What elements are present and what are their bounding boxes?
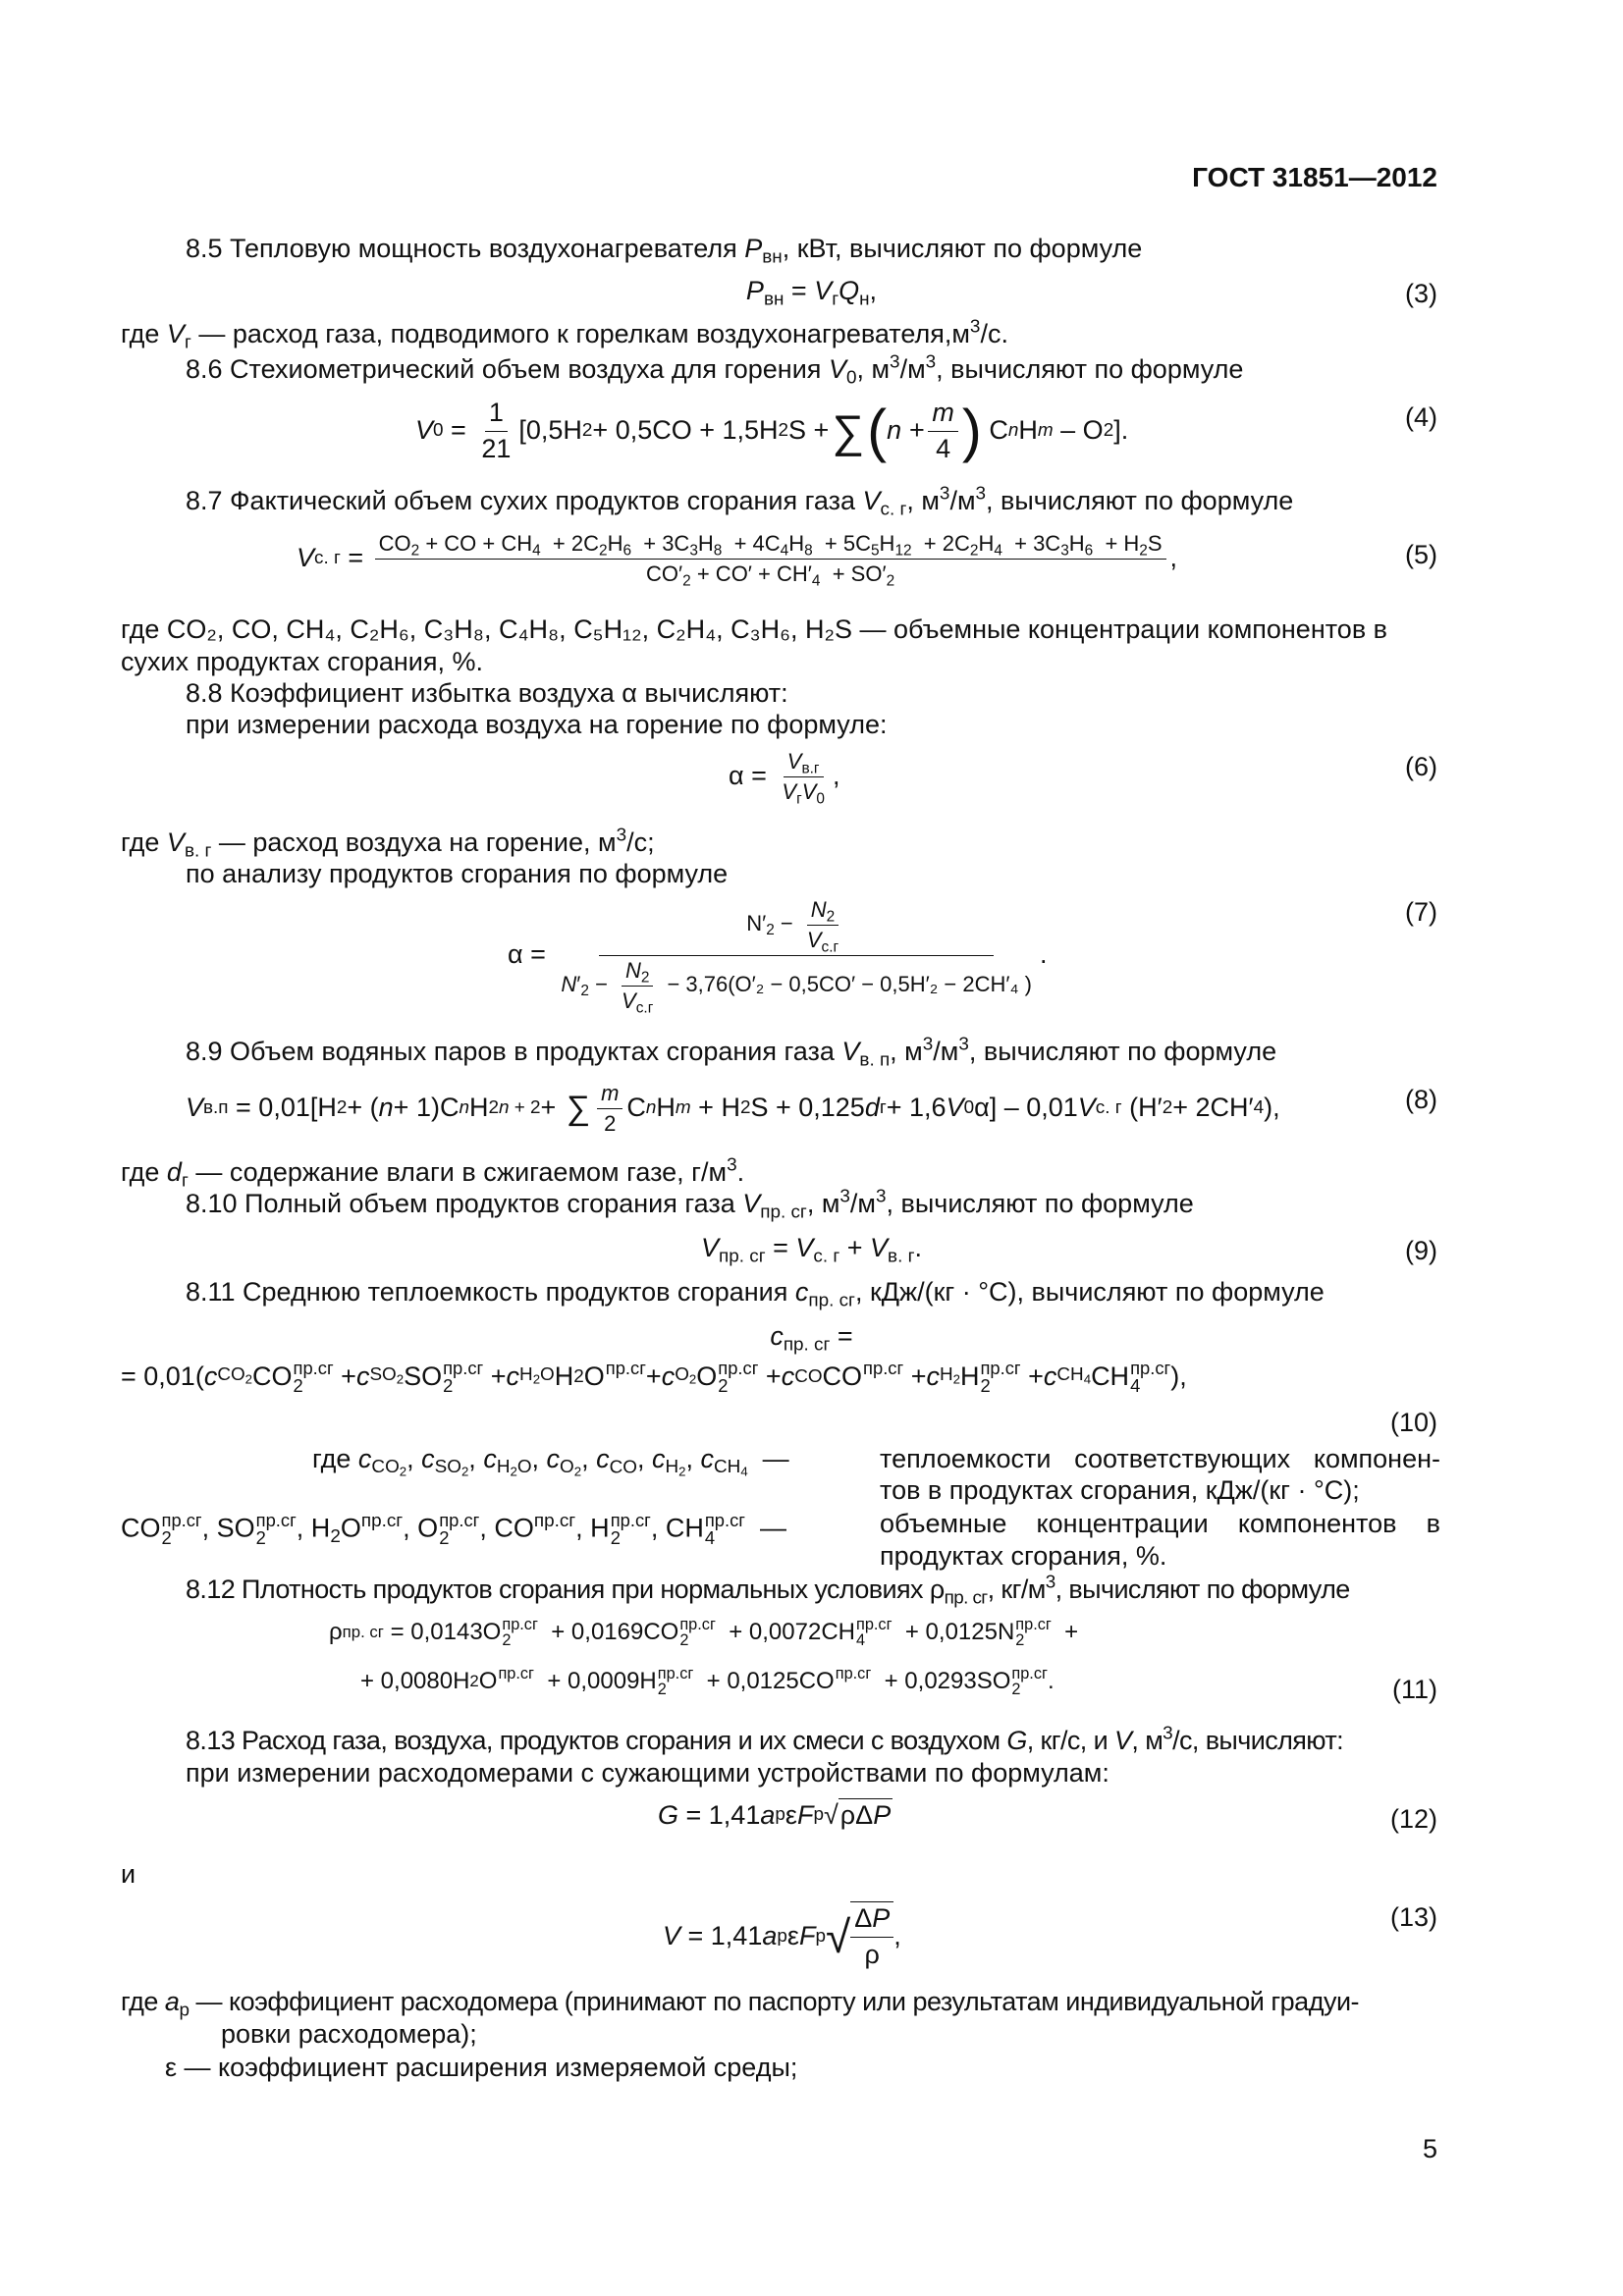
definition-10-b-symbols: CO пр.сг 2 , SO пр.сг 2 , $H_2O^{пр.сг}$, O пр.сг 2 , $CO^{пр.сг}$, H пр.сг 2 , CH пр.сг 4 —: [121, 1510, 786, 1549]
formula-12: G = 1,41 a р ε F р √ ρΔP: [658, 1798, 893, 1833]
paragraph-8-13: 8.13 Расход газа, воздуха, продуктов сгорания и их смеси с воздухом G, кг/с, и V, $м^3/с$, вычисляют:: [186, 1723, 1343, 1755]
where-clause-13-epsilon: ε — коэффициент расширения измеряемой среды;: [165, 2053, 798, 2082]
paragraph-8-7: 8.7 Фактический объем сухих продуктов сгорания газа $V_{с. г}$, $м^3/м^3$, вычисляют по формуле: [186, 483, 1294, 520]
equation-number-7: (7): [1405, 897, 1437, 927]
formula-11-line-2: + 0,0080H 2 O пр.сг + 0,0009H пр.сг 2 + 0,0125CO пр.сг + 0,0293SO пр.сг 2 .: [360, 1665, 1055, 1699]
formula-7: α = $N'_2$ − $\frac{N_2}{V_{с.г}}$ $N'_2$ − $\frac{N_2}{V_{с.г}}$ − 3,76(O′₂ − 0,5CO′ − 0,5H′₂ − 2CH′₄ ) .: [508, 897, 1048, 1016]
definition-10-b-text-2: продуктах сгорания, %.: [880, 1541, 1167, 1571]
formula-5: V с. г = $CO_2$ + CO + $CH_4 + 2C_2H_6 + 3C_3H_8 + 4C_4H_8 + 5C_5H_{12} + 2C_2H_4 + 3C_3H_6 + H_2S$ $CO'_2 + CO' + CH'_4 + SO'_2$ ,: [297, 531, 1178, 589]
definition-10-a-symbols: где $c_{CO_2}$, $c_{SO_2}$, $c_{H_2O}$, $c_{O_2}$, $c_{CO}$, $c_{H_2}$, $c_{CH_4}$ —: [312, 1444, 789, 1479]
document-code: ГОСТ 31851—2012: [1192, 162, 1437, 192]
paragraph-8-8-sub-1: при измерении расхода воздуха на горение по формуле:: [186, 710, 888, 739]
formula-13: V = 1,41 a р ε F р √ $\frac{\Delta P}{\rho}$ ,: [663, 1901, 901, 1972]
where-clause-5-line-2: сухих продуктах сгорания, %.: [121, 647, 484, 676]
definition-10-a-text-2: тов в продуктах сгорания, кДж/(кг · °С);: [880, 1475, 1360, 1505]
formula-6: α = $\frac{V_{в.г}}{V_гV_0}$ ,: [729, 749, 840, 807]
equation-number-10: (10): [1389, 1408, 1437, 1437]
definition-10-a-text-1: теплоемкости соответствующих компонен-: [880, 1444, 1440, 1473]
where-clause-6: где $V_{в. г}$ — расход воздуха на горение, $м^3/с$;: [121, 825, 655, 862]
formula-10: = 0,01( c $CO_2$ CO пр.сг 2 + c $SO_2$ SO пр.сг 2 + c $H_2O$ H 2 O пр.сг + c $O_2$ O пр.сг 2 + c CO CO пр.сг + c $H_2$ H пр.сг 2 + c $CH_4$ CH пр.сг 4 ),: [121, 1358, 1187, 1397]
equation-number-5: (5): [1405, 540, 1437, 569]
paragraph-8-12: 8.12 Плотность продуктов сгорания при нормальных условиях $\rho_{пр. сг}$, $кг/м^3$, вычисляют по формуле: [186, 1572, 1350, 1609]
equation-number-9: (9): [1405, 1236, 1437, 1265]
equation-number-6: (6): [1405, 752, 1437, 781]
paragraph-8-11: 8.11 Среднюю теплоемкость продуктов сгорания $c_{пр. сг}$, кДж/(кг · °С), вычисляют по формуле: [186, 1277, 1325, 1311]
formula-4: V 0 = $\frac{1}{21}$ [0,5H 2 + 0,5CO + 1,5H 2 S + ∑ ( n + $\frac{m}{4}$ ) C n H m – O 2 ].: [415, 398, 1129, 464]
formula-9: $V_{пр. сг} = V_{с. г} + V_{в. г}$.: [701, 1233, 922, 1267]
formula-8: V в.п = 0,01[H 2 + ( n + 1)C n H 2n + 2 + ∑ $\frac{m}{2}$ C n H m + H 2 S + 0,125 d г + 1,6 V 0 α] – 0,01 V с. г (H′ 2 + 2CH′ 4 ),: [186, 1081, 1280, 1136]
equation-number-11: (11): [1391, 1675, 1437, 1704]
paragraph-8-6: 8.6 Стехиометрический объем воздуха для горения $V_0$, $м^3/м^3$, вычисляют по формуле: [186, 351, 1244, 389]
equation-number-4: (4): [1405, 402, 1437, 432]
page-number: 5: [1422, 2134, 1437, 2163]
equation-number-8: (8): [1405, 1085, 1437, 1114]
where-clause-3: где $V_г$ — расход газа, подводимого к горелкам $воздухонагревателя,м^3/с$.: [121, 316, 1008, 353]
paragraph-8-8-sub-2: по анализу продуктов сгорания по формуле: [186, 859, 729, 888]
equation-number-3: (3): [1405, 279, 1437, 308]
paragraph-8-8: 8.8 Коэффициент избытка воздуха α вычисляют:: [186, 678, 788, 708]
equation-number-12: (12): [1389, 1804, 1437, 1834]
formula-3: $P_{вн} = V_гQ_н$,: [745, 276, 878, 310]
paragraph-8-5: 8.5 Тепловую мощность воздухонагревателя $P_{вн}$, кВт, вычисляют по формуле: [186, 234, 1143, 268]
paragraph-8-10: 8.10 Полный объем продуктов сгорания газа $V_{пр. сг}$, $м^3/м^3$, вычисляют по формуле: [186, 1186, 1194, 1223]
where-clause-5-line-1: где CO₂, CO, CH₄, C₂H₆, C₃H₈, C₄H₈, C₅H₁₂, C₂H₄, C₃H₆, H₂S — объемные концентрации компонентов в: [121, 614, 1388, 644]
definition-10-b-text-1: объемные концентрации компонентов в: [880, 1509, 1440, 1538]
paragraph-8-13-sub-1: при измерении расходомерами с сужающими устройствами по формулам:: [186, 1758, 1109, 1788]
paragraph-8-9: 8.9 Объем водяных паров в продуктах сгорания газа $V_{в. п}$, $м^3/м^3$, вычисляют по формуле: [186, 1034, 1277, 1071]
where-clause-8: где $d_г$ — содержание влаги в сжигаемом газе, $г/м^3$.: [121, 1154, 745, 1192]
formula-11-line-1: ρ пр. сг = 0,0143O пр.сг 2 + 0,0169CO пр.сг 2 + 0,0072CH пр.сг 4 + 0,0125N пр.сг 2 +: [329, 1616, 1079, 1650]
formula-10-head: $c_{пр. сг}$ =: [770, 1321, 853, 1356]
where-clause-13-a-1: где $a_р$ — коэффициент расходомера (принимают по паспорту или результатам индивидуальной градуи-: [121, 1987, 1360, 2021]
conjunction-and: и: [121, 1859, 136, 1889]
where-clause-13-a-2: ровки расходомера);: [221, 2019, 477, 2049]
equation-number-13: (13): [1389, 1902, 1437, 1932]
